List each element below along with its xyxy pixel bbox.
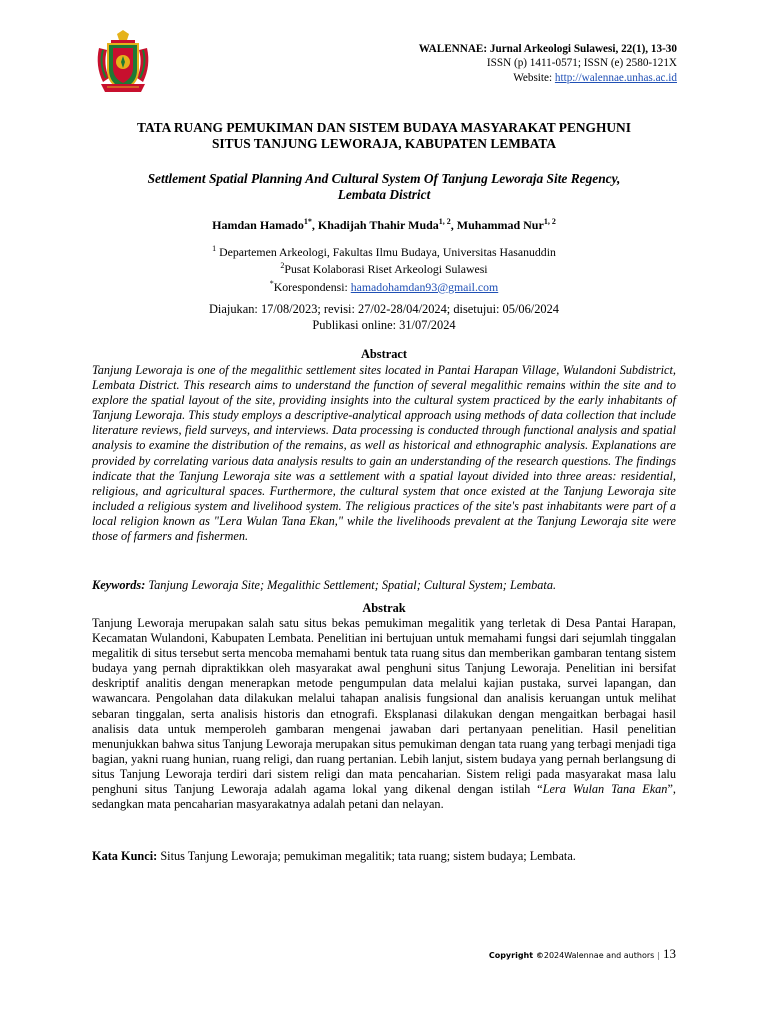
author-name: Muhammad Nur [456, 218, 544, 232]
correspondence-label: Korespondensi: [273, 279, 351, 294]
keywords-label: Keywords: [92, 578, 146, 592]
abstrak-text-end: ”, sedangkan mata pencaharian masyarakatnya adalah petani dan nelayan. [92, 782, 677, 812]
keywords-text: Tanjung Leworaja Site; Megalithic Settlement; Spatial; Cultural System; Lembata. [145, 578, 557, 592]
online-publication-date: Publikasi online: 31/07/2024 [312, 318, 456, 332]
author-list: Hamdan Hamado$^{1*}$, Khadijah Thahir Muda$^{1, 2}$, Muhammad Nur$^{1, 2}$ [212, 217, 556, 232]
website-link[interactable]: http://walennae.unhas.ac.id [554, 71, 677, 84]
seal-emblem-icon [93, 30, 153, 96]
keywords-english [92, 578, 676, 593]
author-name: Khadijah Thahir Muda [317, 218, 439, 232]
review-dates: Diajukan: 17/08/2023; revisi: 27/02-28/04/2024; disetujui: 05/06/2024 [208, 302, 560, 316]
affiliations [60, 242, 708, 294]
affiliation-2 [60, 259, 708, 276]
affiliation-text: Departemen Arkeologi, Fakultas Ilmu Budaya, Universitas Hasanuddin [216, 244, 556, 259]
page-number: 13 [663, 946, 676, 961]
title-en-line-1: Settlement Spatial Planning And Cultural System Of Tanjung Leworaja Site Regency, [147, 171, 621, 186]
affiliation-1 [60, 242, 708, 259]
article-title-english [60, 171, 708, 203]
title-en-line-2: Lembata District [337, 187, 431, 202]
university-logo [93, 30, 153, 96]
author-affiliation-mark: 1* [303, 217, 312, 226]
title-line-1: TATA RUANG PEMUKIMAN DAN SISTEM BUDAYA MASYARAKAT PENGHUNI [137, 120, 631, 135]
copyright-text: 2024Walennae and authors [543, 951, 655, 960]
keywords-indonesian [92, 849, 676, 864]
abstract-english-body: Tanjung Leworaja is one of the megalithic settlement sites located in Pantai Harapan Village, Wulandoni Subdistrict, Lembata District. This research aims to understand the function of several megalithic remains within the site and to explore the spatial layout of the site, providing insights into the cultural system practiced by the early inhabitants of Tanjung Leworaja. This study employs a descriptive-analytical approach using methods of data collection that include literature reviews, field surveys, and interviews. Data processing is conducted through functional analysis and spatial analysis to examine the distribution of the remains, as well as historical and ethnographic analysis. Explanations are provided by correlating various data analysis results to gain an understanding of the research questions. The findings indicate that the Tanjung Leworaja site was a settlement with a spatial layout divided into three areas: residential, religious, and agricultural spaces. Furthermore, the cultural system that once existed at the Tanjung Leworaja site included a religious system and livelihood system. The religious practices of the site's past inhabitants were part of a local religion known as "Lera Wulan Tana Ekan," while the livelihoods prevalent at the Tanjung Leworaja site were those of farmers and fishermen. [92, 363, 676, 544]
footer-separator: | [657, 951, 660, 960]
website-line [419, 71, 677, 85]
article-title [60, 120, 708, 152]
affiliation-text: Pusat Kolaborasi Riset Arkeologi Sulawesi [284, 262, 488, 277]
author-affiliation-mark: 1, 2 [543, 217, 556, 226]
issn-line: ISSN (p) 1411-0571; ISSN (e) 2580-121X [486, 57, 677, 70]
title-line-2: SITUS TANJUNG LEWORAJA, KABUPATEN LEMBATA [211, 136, 557, 151]
affiliation-mark: 1 [212, 244, 217, 253]
abstrak-heading: Abstrak [362, 601, 406, 615]
correspondence-email-link[interactable]: hamadohamdan93@gmail.com [350, 279, 499, 294]
kata-kunci-text: Situs Tanjung Leworaja; pemukiman megalitik; tata ruang; sistem budaya; Lembata. [157, 849, 576, 863]
abstract-indonesian-body [92, 616, 676, 812]
correspondence [60, 277, 708, 294]
abstrak-italic-term: Lera Wulan Tana Ekan [542, 782, 668, 797]
author-name: Hamdan Hamado [212, 218, 304, 232]
copyright-label: Copyright © [488, 951, 544, 960]
affiliation-mark: 2 [280, 261, 285, 271]
correspondence-mark: * [269, 278, 274, 288]
submission-dates [60, 301, 708, 333]
website-label: Website: [513, 71, 555, 84]
kata-kunci-label: Kata Kunci: [92, 849, 158, 863]
abstrak-text: Tanjung Leworaja merupakan salah satu situs bekas pemukiman megalitik yang terletak di Desa Pantai Harapan, Kecamatan Wulandoni, Kabupaten Lembata. Penelitian ini bertujuan untuk memahami fungsi dari sejumlah tinggalan megalitik di situs tersebut serta mencoba memahami bentuk tata ruang situs dan memberikan gambaran tentang sistem budaya yang pernah dipraktikkan oleh masyarakat awal penghuni situs Tanjung Leworaja. Penelitian ini bersifat deskriptif analitis dengan menerapkan metode pengumpulan data melalui kajian pustaka, survei lapangan, dan wawancara. Pengolahan data dilakukan melalui tahapan analisis fungsional dan analisis keruangan untuk melihat sebaran tinggalan, serta analisis historis dan etnografi. Eksplanasi dilakukan dengan mengaitkan berbagai hasil analisis data untuk memperoleh gambaran mengenai jawaban dari pertanyaan penelitian. Hasil penelitian menunjukkan bahwa situs Tanjung Leworaja merupakan situs pemukiman dengan tata ruang yang terbagi menjadi tiga bagian, yakni ruang hunian, ruang religi, dan ruang pertanian. Lebih lanjut, sistem budaya yang pernah berlangsung di situs Tanjung Leworaja terdiri dari sistem religi dan mata pencaharian. Sistem religi pada masyarakat masa lalu penghuni situs Tanjung Leworaja adalah agama lokal yang dikenal dengan istilah “ [92, 616, 676, 797]
page-footer [489, 946, 676, 964]
journal-name: WALENNAE: Jurnal Arkeologi Sulawesi, 22(1), 13-30 [418, 43, 677, 55]
author-affiliation-mark: 1, 2 [438, 217, 451, 226]
journal-header [419, 42, 677, 85]
abstract-heading: Abstract [360, 347, 408, 361]
